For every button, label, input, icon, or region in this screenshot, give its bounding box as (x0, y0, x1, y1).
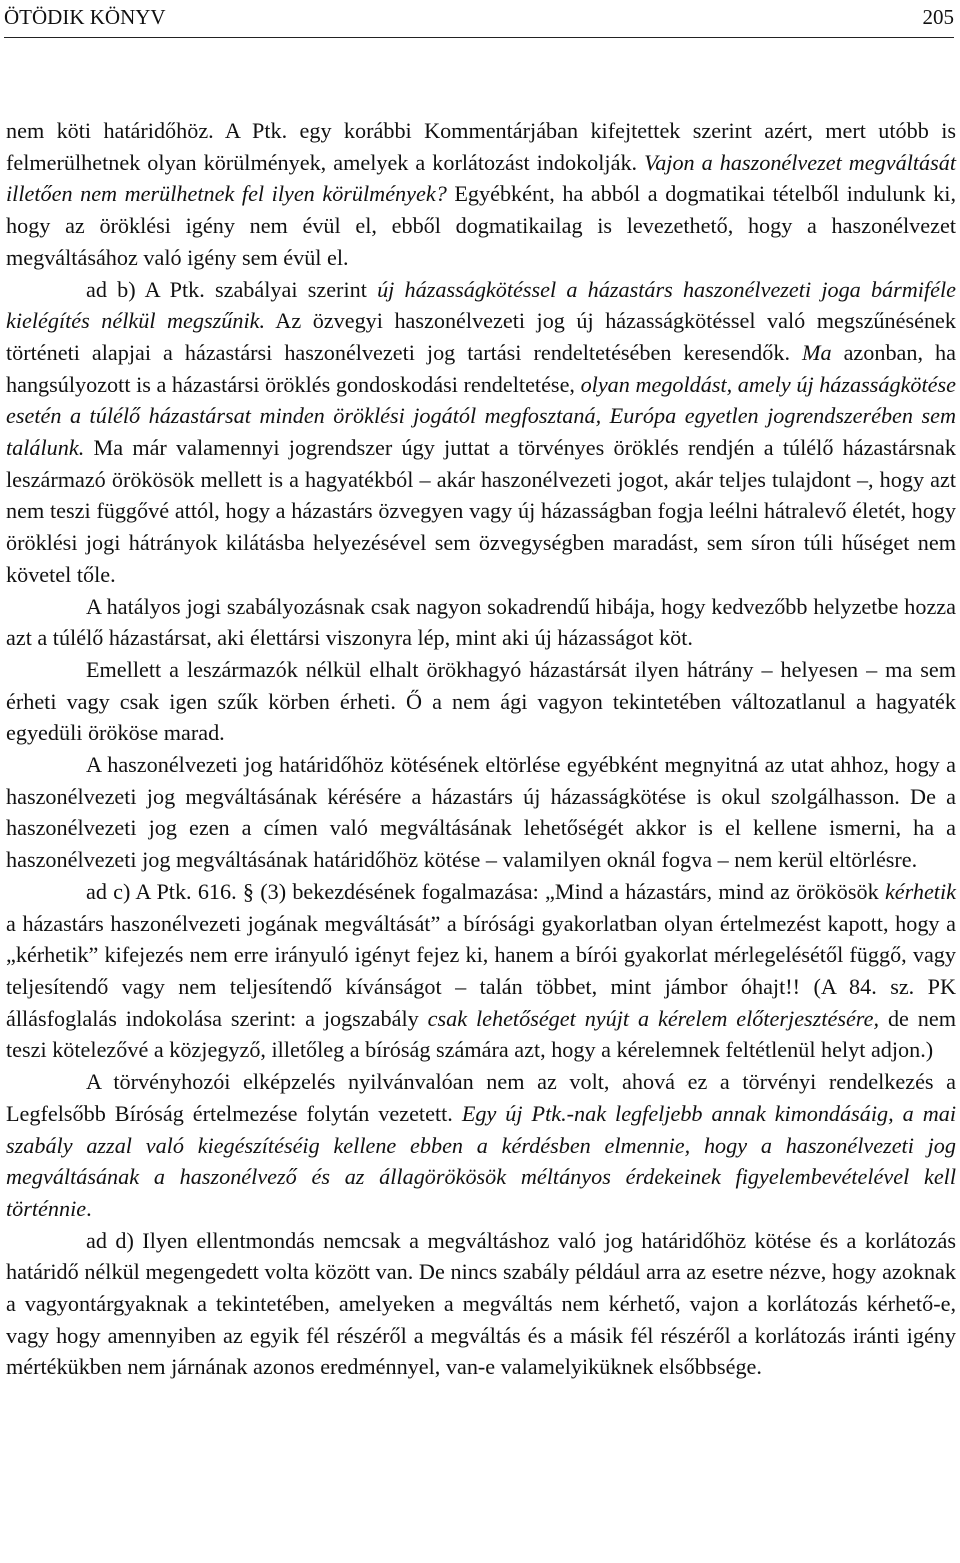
paragraph (6, 749, 956, 876)
italic-text-run: csak lehetőséget nyújt a kérelem előterjesztésére, (427, 1005, 880, 1031)
paragraph (6, 876, 956, 1066)
text-run: A haszonélvezeti jog határidőhöz kötésének eltörlése egyébként megnyitná az utat ahhoz, hogy a haszonélvezeti jog megváltásának kérésére a házastárs új házasságkötése is okul szolgálhasson. De a haszonélvezeti jog ezen a címen való megváltásának lehetőségét akkor is el kellene ismerni, ha a haszonélvezeti jog megváltásának határidőhöz kötése – valamilyen oknál fogva – nem kerül eltörlésre. (6, 752, 956, 873)
text-run: . (86, 1195, 92, 1221)
italic-text-run: Vajon a haszonélvezet megváltását illetően nem merülhetnek fel ilyen körülmények? (6, 149, 957, 207)
text-run: Emellett a leszármazók nélkül elhalt örökhagyó házastársát ilyen hátrány – helyesen – ma sem érheti vagy csak igen szűk körben érheti. Ő a nem ági vagyon tekintetében változatlanul a hagyaték egyedüli örököse marad. (6, 656, 956, 746)
text-run: ad d) Ilyen ellentmondás nemcsak a megváltáshoz való jog határidőhöz kötése és a korlátozás határidő nélkül megengedett volta között van. De nincs szabály például arra az esetre nézve, hogy azoknak a vagyontárgyaknak a tekintetében, amelyeken a megváltás nem kérhető, vajon a korlátozás kérhető-e, vagy hogy amennyiben az egyik fél részéről a megváltás és a másik fél részéről a korlátozás iránti igény mértékükben nem járnának azonos eredménnyel, van-e valamelyiküknek elsőbbsége. (6, 1227, 956, 1380)
text-run: azonban, ha hangsúlyozott is a házastársi öröklés gondoskodási rendeltetése, (6, 339, 956, 397)
paragraph (6, 591, 956, 654)
text-run: ad c) A Ptk. 616. § (3) bekezdésének fogalmazása: „Mind a házastárs, mind az örökösök (86, 878, 885, 904)
text-run: Az özvegyi haszonélvezeti jog új házasságkötéssel való megszűnésének történeti alapjai a házastársi haszonélvezeti jog tartási rendeltetésében keresendők. (6, 308, 956, 365)
text-run: ad b) A Ptk. szabályai szerint (86, 276, 378, 302)
paragraph (6, 1066, 956, 1225)
paragraph (6, 1225, 956, 1384)
text-run: A hatályos jogi szabályozásnak csak nagyon sokadrendű hibája, hogy kedvezőbb helyzetbe hozza azt a túlélő házastársat, aki élettársi viszonyra lép, mint aki új házasságot köt. (6, 593, 956, 651)
paragraph (6, 654, 956, 749)
body-text (6, 115, 956, 1383)
text-run: A törvényhozói elképzelés nyilvánvalóan nem az volt, ahová ez a törvényi rendelkezés a Legfelsőbb Bíróság értelmezése folytán vezetett. (6, 1069, 956, 1126)
italic-text-run: kérhetik (884, 878, 956, 904)
header-rule (4, 37, 954, 38)
paragraph (6, 115, 956, 274)
italic-text-run: olyan megoldást, amely új házasságkötése esetén a túlélő házastársat minden öröklési jogától megfosztaná, Európa egyetlen jogrendszerében sem találunk. (6, 371, 957, 461)
italic-text-run: új házasságkötéssel a házastárs haszonélvezeti joga bármiféle kielégítés nélkül megszűnik. (6, 276, 956, 334)
paragraph (6, 274, 956, 591)
text-run: Ma már valamennyi jogrendszer úgy juttat a törvényes öröklés rendjén a túlélő házastársnak leszármazó örökösök mellett is a hagyatékból – akár haszonélvezeti jogot, akár teljes tulajdont –, hogy azt nem teszi függővé attól, hogy a házastárs özvegyen vagy új házasságban fogja leélni hátralevő életét, hogy öröklési jogi hátrányok kilátásba helyezésével sem özvegységben maradást, sem síron túli hűséget nem követel tőle. (6, 435, 956, 587)
page-number: 205 (922, 5, 954, 29)
text-run: a házastárs haszonélvezeti jogának megváltását” a bírósági gyakorlatban olyan értelmezést kapott, hogy a „kérhetik” kifejezés nem erre irányuló igényt fejez ki, hanem a bírói gyakorlat mérlegelésétől függő, vagy teljesítendő vagy nem teljesítendő kívánságot – talán többet, mint jámbor óhajt!! (A 84. sz. PK állásfoglalás indokolása szerint: a jogszabály (6, 910, 956, 1031)
text-run: de nem teszi kötelezővé a közjegyző, illetőleg a bíróság számára azt, hogy a kérelemnek feltétlenül helyt adjon.) (6, 1005, 957, 1063)
running-header (4, 2, 954, 32)
text-run: Egyébként, ha abból a dogmatikai tételből indulunk ki, hogy az öröklési igény nem évül el, ebből dogmatikailag is levezethető, hogy a haszonélvezet megváltásához való igény sem évül el. (6, 181, 956, 270)
italic-text-run: Egy új Ptk.-nak legfeljebb annak kimondásáig, a mai szabály azzal való kiegészítéséig kellene ebben a kérdésben elmennie, hogy a haszonélvezeti jog megváltásának a haszonélvező és az állagörökösök méltányos érdekeinek figyelembevételével kell történnie (6, 1100, 956, 1221)
book-title: ÖTÖDIK KÖNYV (4, 5, 166, 29)
text-run: nem köti határidőhöz. A Ptk. egy korábbi Kommentárjában kifejtettek szerint azért, mert utóbb is felmerülhetnek olyan körülmények, amelyek a korlátozást indokolják. (6, 118, 956, 175)
italic-text-run: Ma (802, 339, 832, 365)
